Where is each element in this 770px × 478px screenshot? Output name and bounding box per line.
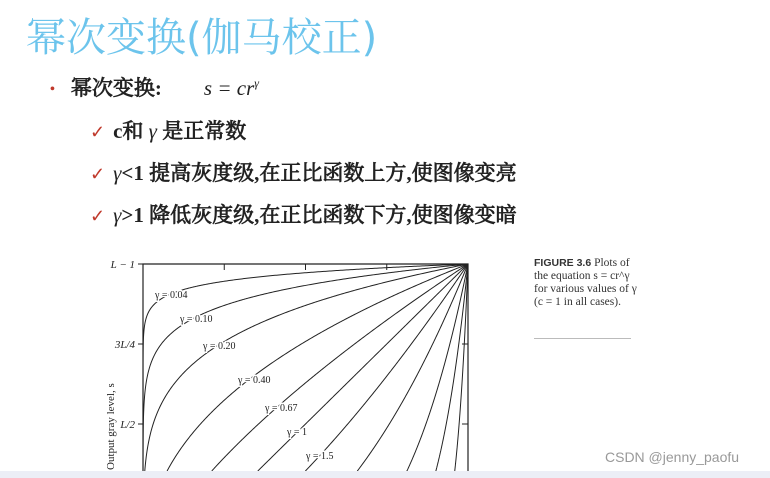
curve-label: γ = 0.40 [238,375,271,386]
y-axis-label: Output gray level, s [105,383,117,470]
curve-label: γ = 1.5 [306,451,334,462]
figure-caption [534,257,644,309]
y-tick-label: L/2 [120,419,135,431]
watermark: CSDN @jenny_paofu [605,449,740,465]
curve-label: γ = 0.04 [155,290,188,301]
bullet-label: 幂次变换: [70,76,162,100]
check-text: <1 提高灰度级,在正比函数上方,使图像变亮 [121,161,517,185]
caption-text: Plots of the equation s = cr^γ for various values of γ (c = 1 in all cases). [534,257,637,308]
check-icon: ✓ [90,206,106,226]
check-text: >1 降低灰度级,在正比函数下方,使图像变暗 [121,203,517,227]
bottom-bar [0,471,770,478]
gamma-curve [143,264,468,471]
gamma-curve [357,264,468,471]
gamma-symbol: γ [113,203,122,227]
curve-label: γ = 1 [287,427,308,438]
slide-title: 幂次变换(伽马校正) [26,15,378,61]
check-icon: ✓ [90,164,106,184]
check-icon: ✓ [90,122,106,142]
check-text: 是正常数 [156,119,247,143]
y-tick-label: L − 1 [110,259,135,271]
gamma-symbol: γ [113,161,122,185]
gamma-curve [143,264,468,471]
equation-exponent: γ [254,76,259,90]
curve-label: γ = 0.67 [265,403,298,414]
caption-bold: FIGURE 3.6 [534,257,592,269]
curve-label: γ = 0.10 [180,314,213,325]
gamma-curve [258,264,468,471]
caption-divider [534,338,631,339]
curve-label: γ = 0.20 [203,341,236,352]
gamma-symbol: γ [148,119,157,143]
equation-base: s = cr [203,76,255,100]
gamma-curve [407,264,468,471]
gamma-curve [212,264,468,471]
check-prefix: c和 [113,119,149,143]
plot-frame [143,264,468,471]
y-tick-label: 3L/4 [114,339,135,351]
bullet-dot-icon: • [50,82,55,98]
